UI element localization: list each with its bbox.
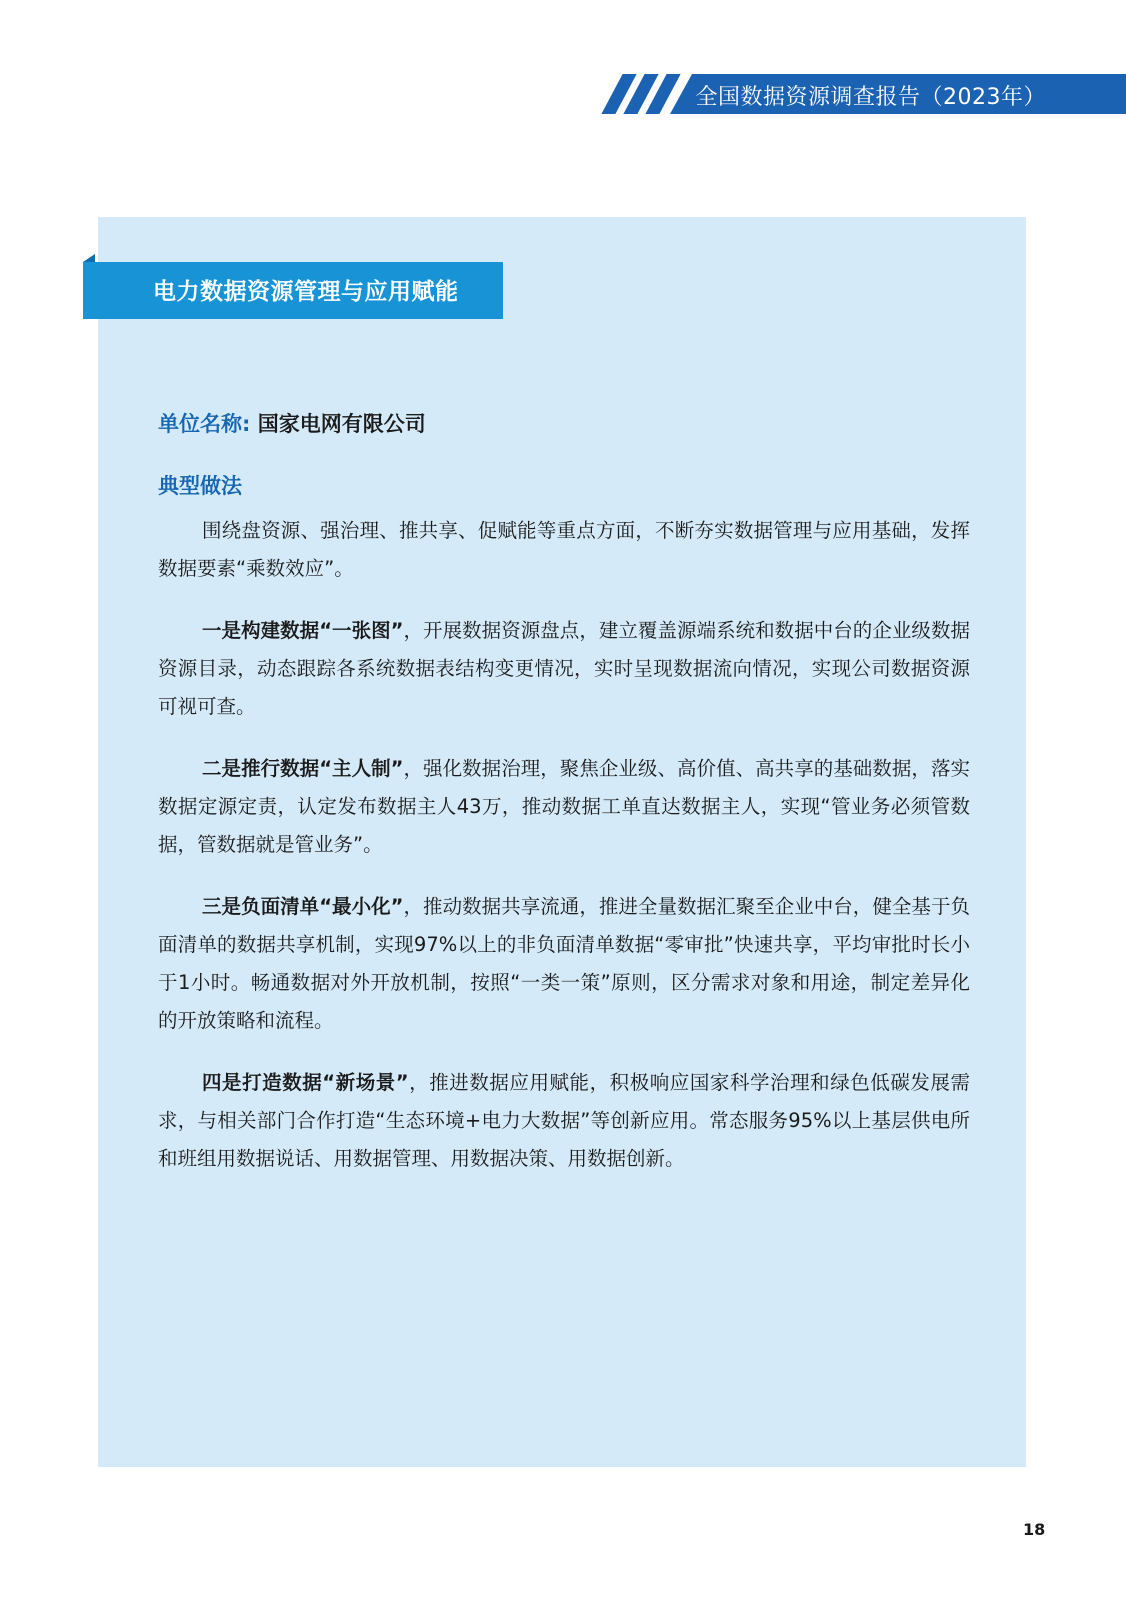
point-text: ，推进数据应用赋能，积极响应国家科学治理和绿色低碳发展需求，与相关部门合作打造“生态环境+电力大数据”等创新应用。常态服务95%以上基层供电所和班组用数据说话、用数据管理、用数据决策、用数据创新。 [158,1071,970,1170]
point-lead: 四是打造数据“新场景” [202,1071,409,1094]
point-text: ，强化数据治理，聚焦企业级、高价值、高共享的基础数据，落实数据定源定责，认定发布数据主人43万，推动数据工单直达数据主人，实现“管业务必须管数据，管数据就是管业务”。 [158,757,970,856]
page-number: 18 [1023,1520,1046,1539]
point-lead: 二是推行数据“主人制” [202,757,404,780]
practice-heading: 典型做法 [158,474,242,498]
point-text: ，推动数据共享流通，推进全量数据汇聚至企业中台，健全基于负面清单的数据共享机制，实现97%以上的非负面清单数据“零审批”快速共享，平均审批时长小于1小时。畅通数据对外开放机制，按照“一类一策”原则，区分需求对象和用途，制定差异化的开放策略和流程。 [158,895,970,1032]
section-title: 电力数据资源管理与应用赋能 [153,279,459,305]
point-paragraph [158,888,970,1040]
report-header [612,74,1126,114]
point-paragraph [158,612,970,726]
intro-paragraph: 围绕盘资源、强治理、推共享、促赋能等重点方面，不断夯实数据管理与应用基础，发挥数据要素“乘数效应”。 [158,519,970,580]
unit-name-value: 国家电网有限公司 [257,412,426,436]
title-tab-corner [83,254,95,262]
unit-name-line [158,408,426,438]
point-paragraph [158,750,970,864]
unit-name-label: 单位名称: [158,412,251,436]
point-lead: 三是负面清单“最小化” [202,895,404,918]
section-title-tab [83,262,503,319]
point-lead: 一是构建数据“一张图” [202,619,404,642]
point-text: ，开展数据资源盘点，建立覆盖源端系统和数据中台的企业级数据资源目录，动态跟踪各系统数据表结构变更情况，实时呈现数据流向情况，实现公司数据资源可视可查。 [158,619,970,718]
report-title: 全国数据资源调查报告（2023年） [695,85,1046,110]
point-paragraph [158,1064,970,1178]
